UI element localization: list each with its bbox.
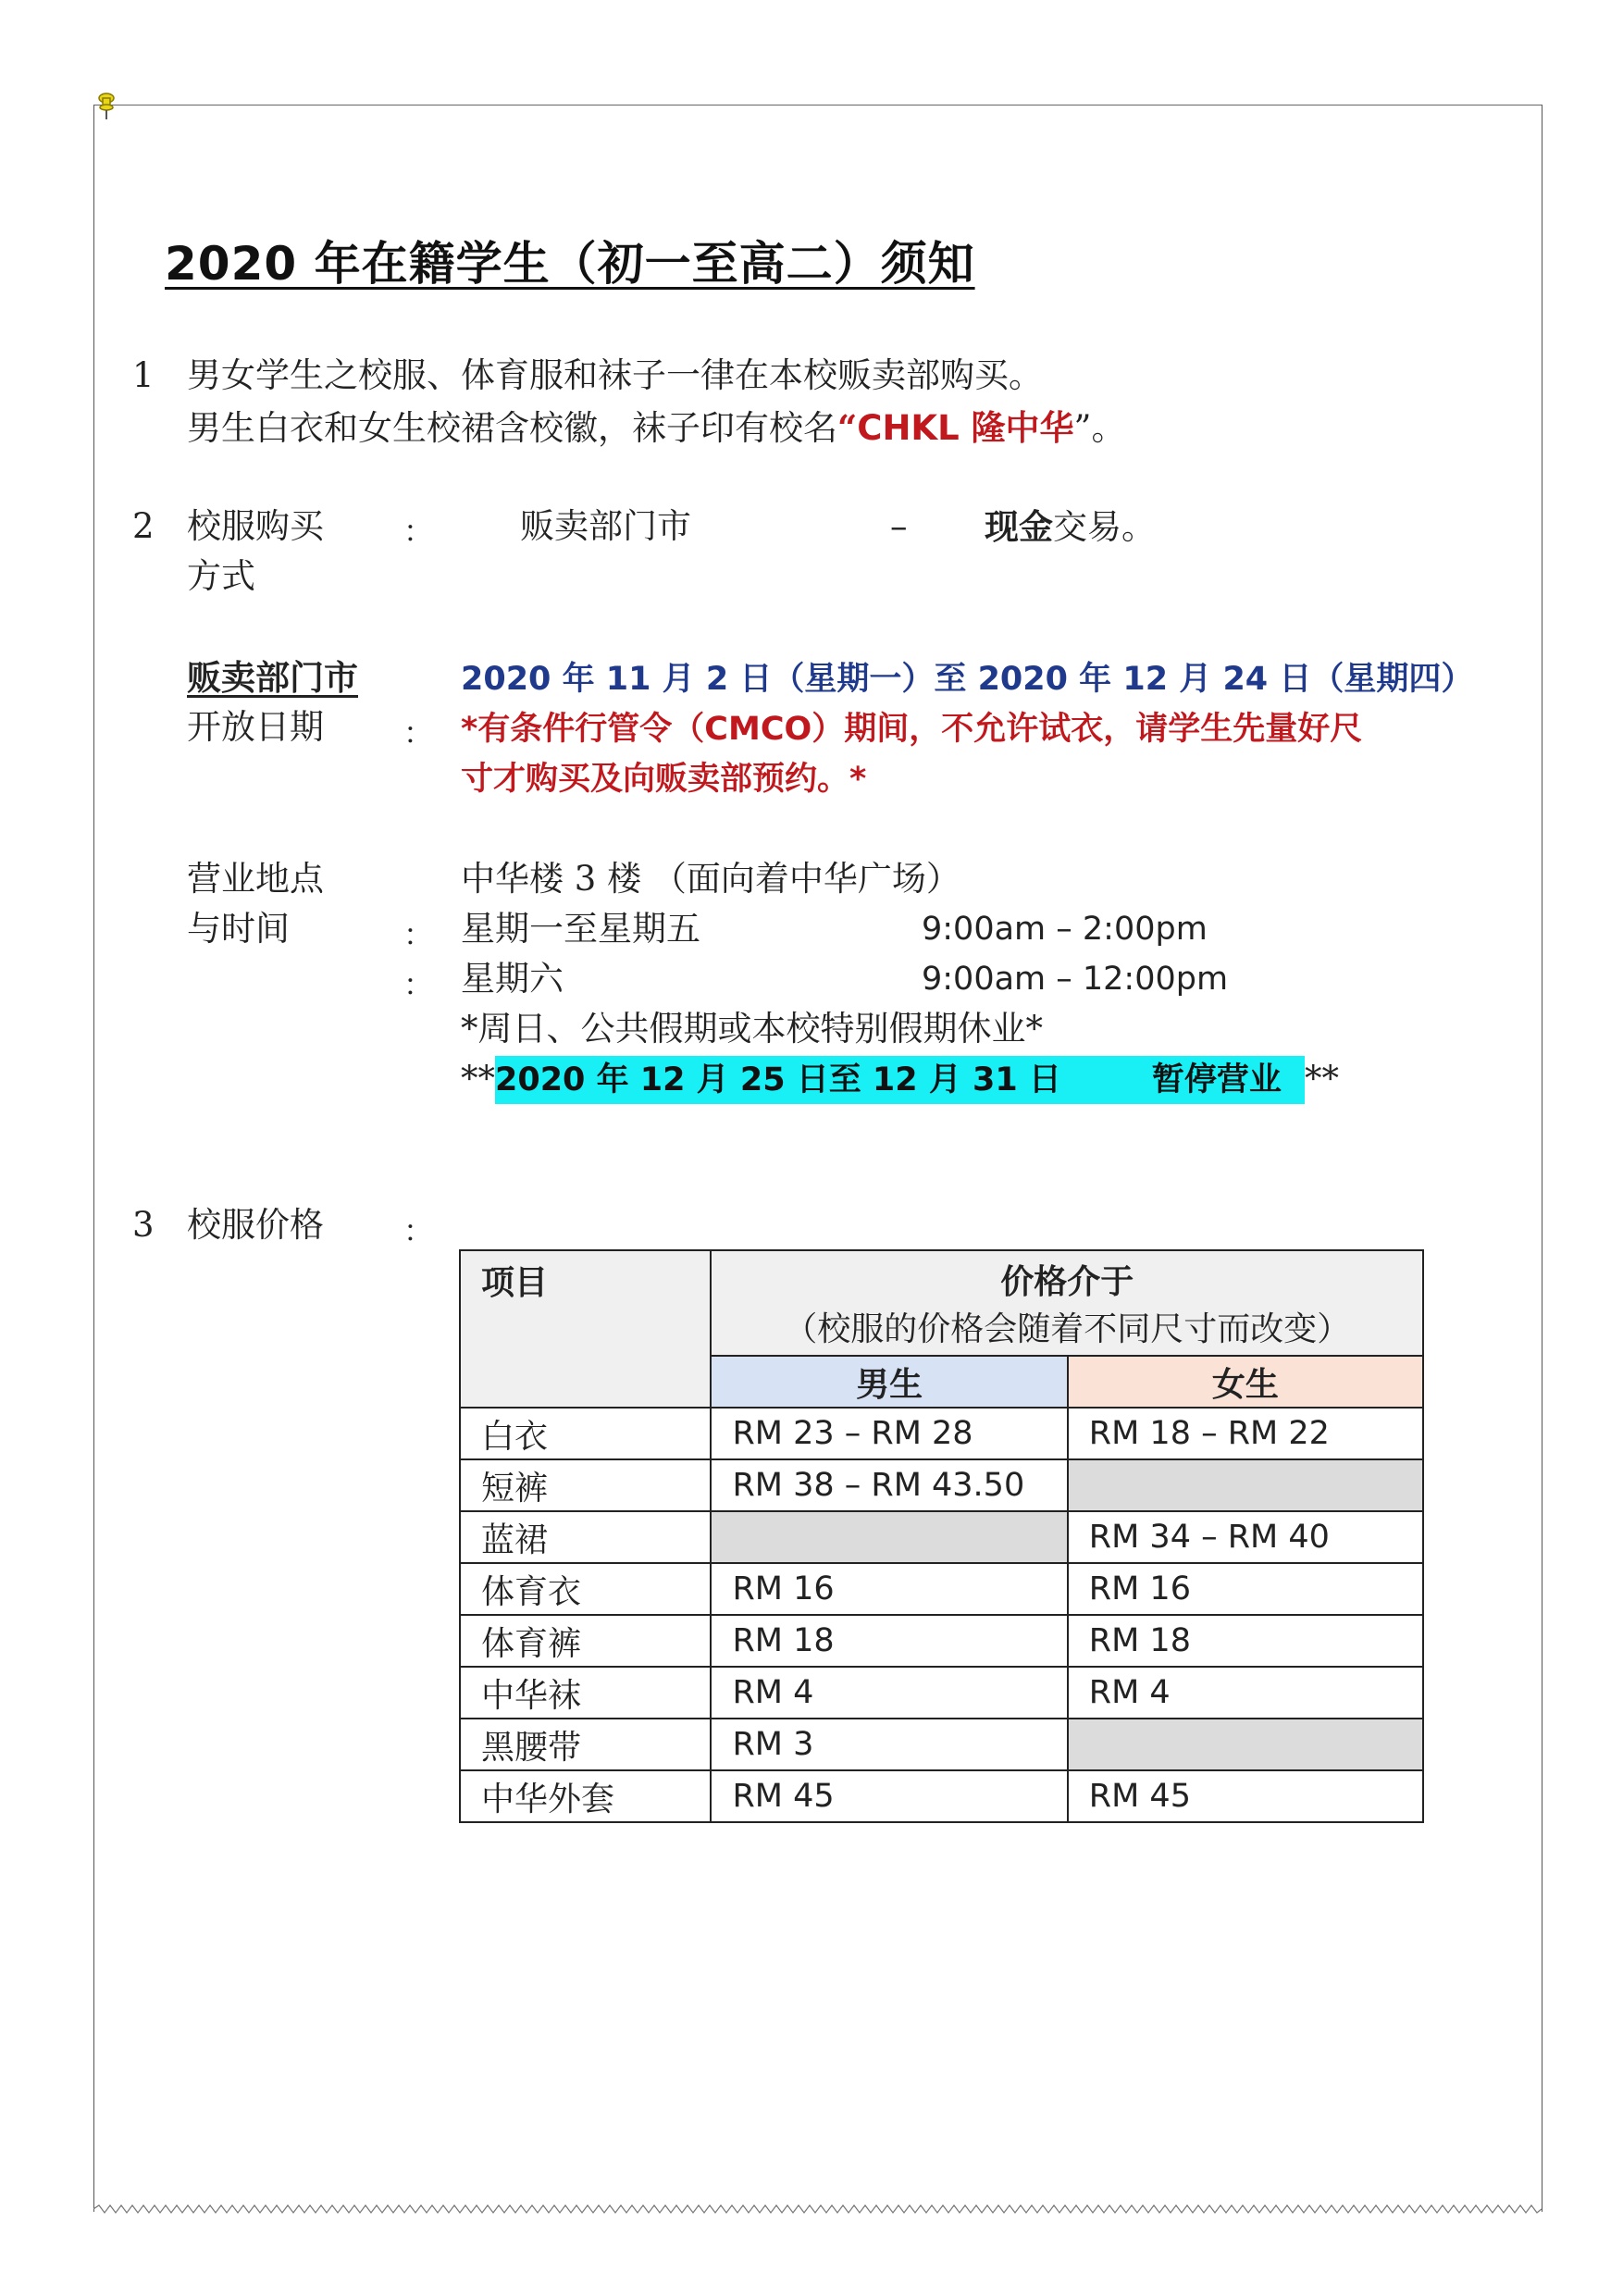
closure-highlight bbox=[495, 1056, 1305, 1104]
cmco-warning-line-2: 寸才购买及向贩卖部预约。* bbox=[461, 761, 867, 798]
colon: ： bbox=[403, 514, 434, 549]
girl-price: RM 45 bbox=[1068, 1770, 1423, 1822]
girl-price: RM 4 bbox=[1068, 1667, 1423, 1719]
item-name: 蓝裙 bbox=[460, 1511, 711, 1563]
section-1-line-2 bbox=[187, 403, 1125, 453]
table-row bbox=[460, 1667, 1423, 1719]
table-row bbox=[460, 1563, 1423, 1615]
colon: ： bbox=[403, 1213, 434, 1248]
section-1-line-1: 男女学生之校服、体育服和袜子一律在本校贩卖部购买。 bbox=[187, 355, 1043, 395]
uniform-rule-text: 男生白衣和女生校裙含校徽，袜子印有校名 bbox=[187, 408, 837, 448]
saturday-hours: 9:00am – 12:00pm bbox=[922, 961, 1229, 998]
uniform-price-label: 校服价格 bbox=[187, 1205, 324, 1245]
section-3-number: 3 bbox=[132, 1205, 155, 1245]
boy-price: RM 45 bbox=[711, 1770, 1067, 1822]
table-row bbox=[460, 1511, 1423, 1563]
item-name: 黑腰带 bbox=[460, 1719, 711, 1770]
boy-price bbox=[711, 1511, 1067, 1563]
payment-cash: 现金 bbox=[985, 506, 1053, 547]
section-1-number: 1 bbox=[132, 355, 155, 395]
payment-method bbox=[985, 503, 1156, 552]
uniform-price-table bbox=[459, 1249, 1424, 1823]
saturday-label: 星期六 bbox=[461, 959, 564, 999]
table-row bbox=[460, 1719, 1423, 1770]
table-row bbox=[460, 1459, 1423, 1511]
page-title: 2020 年在籍学生（初一至高二）须知 bbox=[165, 237, 975, 291]
cmco-warning-line-1: *有条件行管令（CMCO）期间，不允许试衣，请学生先量好尺 bbox=[461, 711, 1363, 748]
price-table-header-row bbox=[460, 1250, 1423, 1356]
open-date-label-1: 贩卖部门市 bbox=[187, 657, 358, 698]
header-boy: 男生 bbox=[711, 1356, 1067, 1408]
table-row bbox=[460, 1615, 1423, 1667]
girl-price: RM 34 – RM 40 bbox=[1068, 1511, 1423, 1563]
open-quote: “ bbox=[837, 407, 858, 448]
item-name: 体育衣 bbox=[460, 1563, 711, 1615]
closure-suffix: ** bbox=[1305, 1059, 1339, 1098]
header-price-title: 价格介于 bbox=[1000, 1263, 1134, 1301]
boy-price: RM 16 bbox=[711, 1563, 1067, 1615]
closure-notice bbox=[461, 1055, 1339, 1104]
header-girl: 女生 bbox=[1068, 1356, 1423, 1408]
open-date-label-2: 开放日期 bbox=[187, 707, 324, 747]
item-name: 体育裤 bbox=[460, 1615, 711, 1667]
school-name: CHKL 隆中华 bbox=[857, 408, 1074, 448]
boy-price: RM 18 bbox=[711, 1615, 1067, 1667]
location-label-2: 与时间 bbox=[187, 909, 290, 949]
page-frame-bottom-edge bbox=[93, 2204, 1542, 2214]
girl-price bbox=[1068, 1719, 1423, 1770]
section-2-number: 2 bbox=[132, 506, 155, 546]
header-price bbox=[711, 1250, 1423, 1356]
open-date-range: 2020 年 11 月 2 日（星期一）至 2020 年 12 月 24 日（星期四） bbox=[461, 661, 1474, 698]
girl-price: RM 16 bbox=[1068, 1563, 1423, 1615]
table-row bbox=[460, 1770, 1423, 1822]
item-name: 短裤 bbox=[460, 1459, 711, 1511]
payment-rest: 交易。 bbox=[1053, 507, 1156, 547]
colon: ： bbox=[403, 715, 434, 751]
item-name: 中华袜 bbox=[460, 1667, 711, 1719]
girl-price: RM 18 – RM 22 bbox=[1068, 1408, 1423, 1459]
purchase-method-label-2: 方式 bbox=[187, 556, 255, 596]
item-name: 中华外套 bbox=[460, 1770, 711, 1822]
holiday-note: *周日、公共假期或本校特别假期休业* bbox=[461, 1009, 1043, 1049]
business-location: 中华楼 3 楼 （面向着中华广场） bbox=[461, 859, 960, 899]
pushpin-icon bbox=[96, 93, 117, 120]
header-price-note: （校服的价格会随着不同尺寸而改变） bbox=[784, 1310, 1351, 1348]
boy-price: RM 4 bbox=[711, 1667, 1067, 1719]
weekday-hours: 9:00am – 2:00pm bbox=[922, 911, 1208, 948]
item-name: 白衣 bbox=[460, 1408, 711, 1459]
location-label-1: 营业地点 bbox=[187, 859, 324, 899]
price-table-body bbox=[460, 1408, 1423, 1822]
dash: – bbox=[890, 506, 908, 546]
header-item: 项目 bbox=[460, 1250, 711, 1408]
closure-dates: 2020 年 12 月 25 日至 12 月 31 日 bbox=[495, 1061, 1061, 1098]
girl-price: RM 18 bbox=[1068, 1615, 1423, 1667]
boy-price: RM 3 bbox=[711, 1719, 1067, 1770]
closure-status: 暂停营业 bbox=[1151, 1061, 1282, 1098]
colon: ： bbox=[403, 967, 434, 1002]
closure-prefix: ** bbox=[461, 1059, 495, 1098]
boy-price: RM 23 – RM 28 bbox=[711, 1408, 1067, 1459]
weekday-label: 星期一至星期五 bbox=[461, 909, 700, 949]
purchase-method: 贩卖部门市 bbox=[520, 506, 691, 546]
boy-price: RM 38 – RM 43.50 bbox=[711, 1459, 1067, 1511]
colon: ： bbox=[403, 917, 434, 952]
purchase-method-label-1: 校服购买 bbox=[187, 506, 324, 546]
close-quote: ”。 bbox=[1073, 408, 1126, 448]
table-row bbox=[460, 1408, 1423, 1459]
girl-price bbox=[1068, 1459, 1423, 1511]
